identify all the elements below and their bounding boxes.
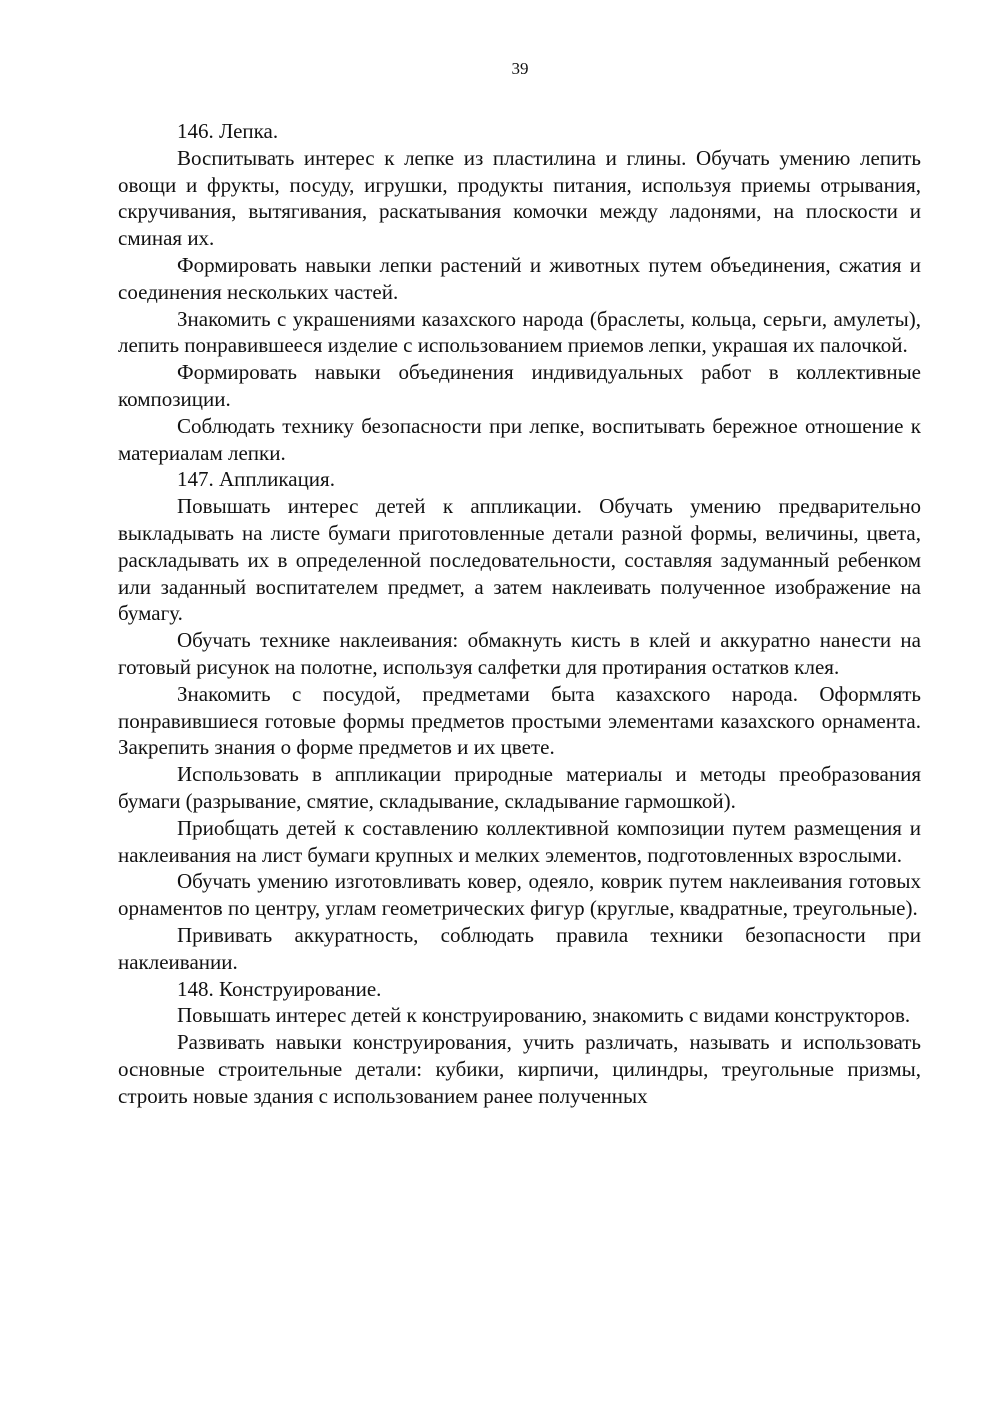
paragraph: Знакомить с посудой, предметами быта казахского народа. Оформлять понравившиеся готовые формы предметов простыми элементами казахского орнамента. Закрепить знания о форме предметов и их цвете. [118,681,921,760]
document-body [118,118,921,1109]
paragraph: Развивать навыки конструирования, учить различать, называть и использовать основные строительные детали: кубики, кирпичи, цилиндры, треугольные призмы, строить новые здания с использованием ранее полученных [118,1030,921,1108]
paragraph: Воспитывать интерес к лепке из пластилина и глины. Обучать умению лепить овощи и фрукты, посуду, игрушки, продукты питания, используя приемы отрывания, скручивания, вытягивания, раскатывания комочки между ладонями, на плоскости и сминая их. [118,145,921,251]
paragraph: Обучать технике наклеивания: обмакнуть кисть в клей и аккуратно нанести на готовый рисунок на полотне, используя салфетки для протирания остатков клея. [118,628,921,679]
page-number: 39 [511,59,529,78]
paragraph: Повышать интерес детей к аппликации. Обучать умению предварительно выкладывать на листе бумаги приготовленные детали разной формы, величины, цвета, раскладывать их в определенной последовательности, составляя задуманный ребенком или заданный воспитателем предмет, а затем наклеивать полученное изображение на бумагу. [118,494,921,626]
section-heading-applikaciya: 147. Аппликация. [177,467,335,492]
paragraph: Формировать навыки лепки растений и животных путем объединения, сжатия и соединения нескольких частей. [118,252,921,304]
paragraph: Знакомить с украшениями казахского народа (браслеты, кольца, серьги, амулеты), лепить понравившееся изделие с использованием приемов лепки, украшая их палочкой. [118,306,921,358]
paragraph: Формировать навыки объединения индивидуальных работ в коллективные композиции. [118,360,921,411]
section-heading-konstruirovanie: 148. Конструирование. [177,976,382,1001]
section-heading-lepka: 146. Лепка. [177,119,279,143]
paragraph: Повышать интерес детей к конструированию, знакомить с видами конструкторов. [177,1003,911,1028]
paragraph: Использовать в аппликации природные материалы и методы преобразования бумаги (разрывание, смятие, складывание, складывание гармошкой). [118,762,921,813]
paragraph: Прививать аккуратность, соблюдать правила техники безопасности при наклеивании. [118,922,921,974]
paragraph: Обучать умению изготовливать ковер, одеяло, коврик путем наклеивания готовых орнаментов по центру, углам геометрических фигур (круглые, квадратные, треугольные). [118,869,921,921]
paragraph: Приобщать детей к составлению коллективной композиции путем размещения и наклеивания на лист бумаги крупных и мелких элементов, подготовленных взрослыми. [118,815,921,867]
paragraph: Соблюдать технику безопасности при лепке, воспитывать бережное отношение к материалам лепки. [118,413,921,465]
